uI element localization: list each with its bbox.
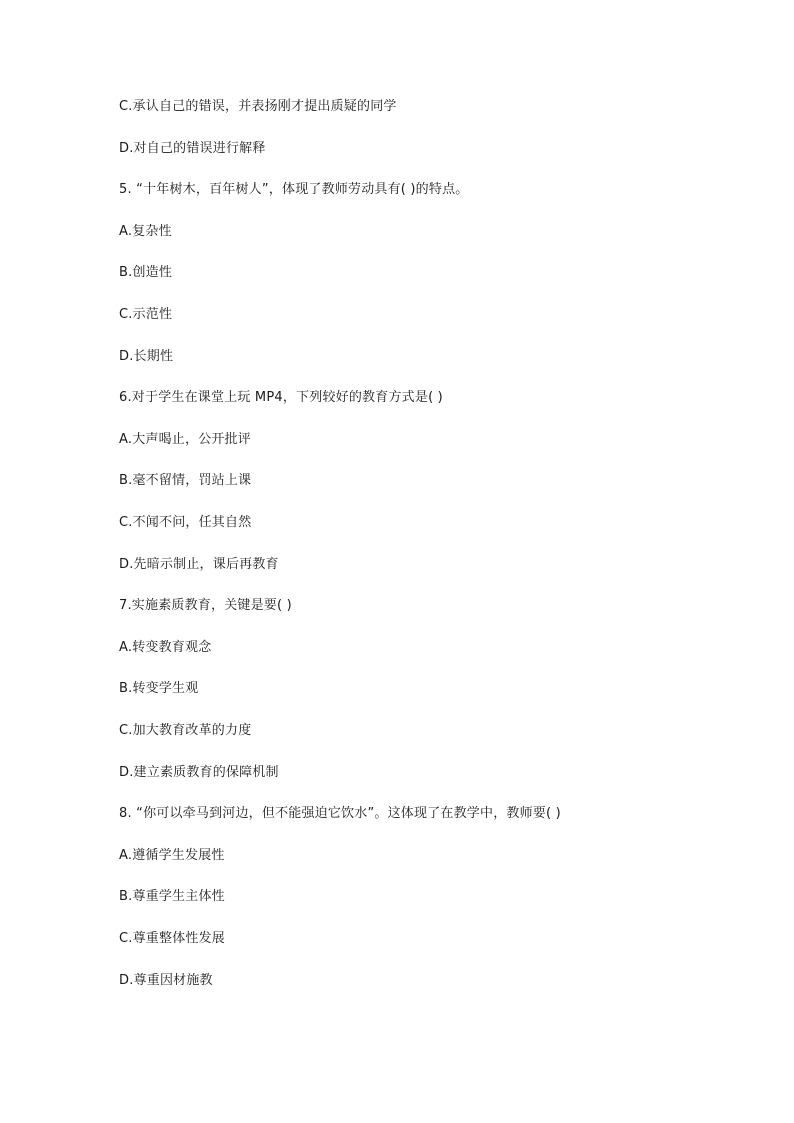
option-c-q8: C.尊重整体性发展 bbox=[119, 931, 226, 946]
question-8: 8. “你可以牵马到河边，但不能强迫它饮水”。这体现了在教学中，教师要( ) bbox=[119, 806, 561, 821]
option-a-q6: A.大声喝止，公开批评 bbox=[119, 432, 251, 447]
option-c-q7: C.加大教育改革的力度 bbox=[119, 723, 252, 738]
option-c-q4: C.承认自己的错误，并表扬刚才提出质疑的同学 bbox=[119, 99, 397, 114]
option-a-q5: A.复杂性 bbox=[119, 224, 172, 239]
question-7: 7.实施素质教育，关键是要( ) bbox=[119, 598, 292, 613]
option-d-q4: D.对自己的错误进行解释 bbox=[119, 141, 266, 156]
option-c-q6: C.不闻不问，任其自然 bbox=[119, 515, 252, 530]
option-d-q5: D.长期性 bbox=[119, 349, 174, 364]
question-5: 5. “十年树木，百年树人”，体现了教师劳动具有( )的特点。 bbox=[119, 182, 469, 197]
option-b-q6: B.毫不留情，罚站上课 bbox=[119, 473, 252, 488]
option-b-q7: B.转变学生观 bbox=[119, 681, 199, 696]
option-d-q6: D.先暗示制止，课后再教育 bbox=[119, 557, 279, 572]
option-d-q7: D.建立素质教育的保障机制 bbox=[119, 765, 279, 780]
option-a-q8: A.遵循学生发展性 bbox=[119, 848, 225, 863]
option-b-q5: B.创造性 bbox=[119, 265, 173, 280]
option-a-q7: A.转变教育观念 bbox=[119, 640, 212, 655]
question-6: 6.对于学生在课堂上玩 MP4，下列较好的教育方式是( ) bbox=[119, 390, 443, 405]
option-d-q8: D.尊重因材施教 bbox=[119, 973, 213, 988]
option-c-q5: C.示范性 bbox=[119, 307, 173, 322]
option-b-q8: B.尊重学生主体性 bbox=[119, 889, 225, 904]
